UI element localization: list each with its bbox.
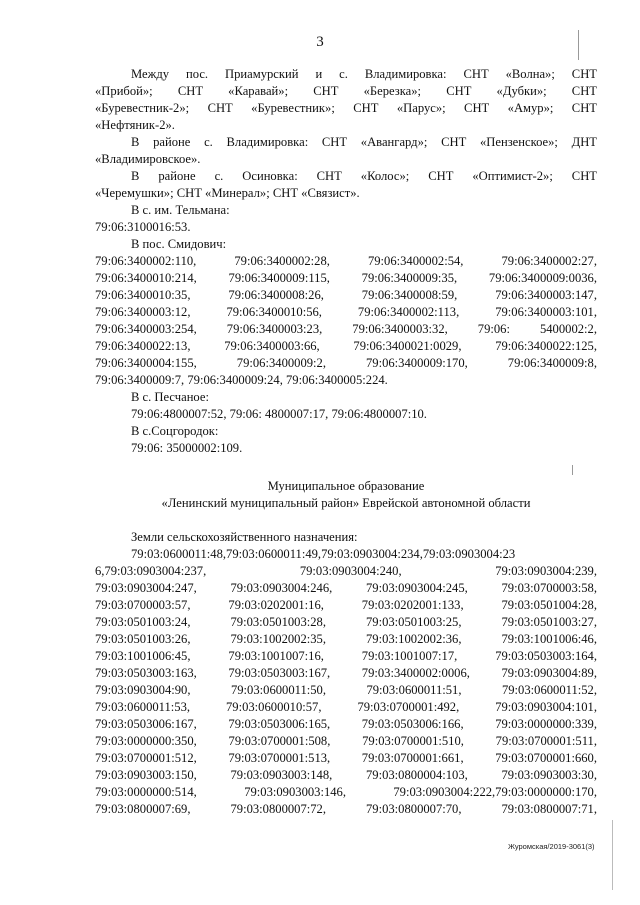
text-line: 79:06:4800007:52, 79:06: 4800007:17, 79:06:4800007:10. xyxy=(131,407,427,421)
text-line: 79:06:3400010:214, 79:06:3400009:115, 79:06:3400009:35, 79:06:3400009:0036, xyxy=(95,271,597,285)
text-line: 79:06:3400003:254, 79:06:3400003:23, 79:06:3400003:32, 79:06: 5400002:2, xyxy=(95,322,597,336)
text-line: 79:06:3400002:110, 79:06:3400002:28, 79:06:3400002:54, 79:06:3400002:27, xyxy=(95,254,597,268)
subheading: Земли сельскохозяйственного назначения: xyxy=(131,530,358,544)
text-line: 79:03:1001006:45, 79:03:1001007:16, 79:03:1001007:17, 79:03:0503003:164, xyxy=(95,649,597,663)
scan-mark xyxy=(578,30,579,60)
text-line: 79:03:0503003:163, 79:03:0503003:167, 79:03:3400002:0006, 79:03:0903004:89, xyxy=(95,666,597,680)
text-line: 79:03:0903003:150, 79:03:0903003:148, 79:03:0800004:103, 79:03:0903003:30, xyxy=(95,768,597,782)
text-line: 79:06: 35000002:109. xyxy=(131,441,243,455)
text-line: 79:03:0600011:48,79:03:0600011:49,79:03:0903004:234,79:03:0903004:23 xyxy=(131,547,516,561)
text-line: «Владимировское». xyxy=(95,152,201,166)
text-line: 79:06:3400009:7, 79:06:3400009:24, 79:06:3400005:224. xyxy=(95,373,388,387)
text-line: В районе с. Владимировка: СНТ «Авангард»; СНТ «Пензенское»; ДНТ xyxy=(131,135,597,149)
text-line: В с.Соцгородок: xyxy=(131,424,219,438)
scan-mark xyxy=(612,820,613,890)
text-line: 79:03:0700001:512, 79:03:0700001:513, 79:03:0700001:661, 79:03:0700001:660, xyxy=(95,751,597,765)
section-heading: «Ленинский муниципальный район» Еврейской автономной области xyxy=(161,496,531,510)
text-line: 79:03:0501003:24, 79:03:0501003:28, 79:03:0501003:25, 79:03:0501003:27, xyxy=(95,615,597,629)
text-line: Между пос. Приамурский и с. Владимировка: СНТ «Волна»; СНТ xyxy=(131,67,597,81)
text-line: «Черемушки»; СНТ «Минерал»; СНТ «Связист». xyxy=(95,186,360,200)
document-footer: Журомская/2019-3061(3) xyxy=(508,842,595,851)
page-number: 3 xyxy=(316,34,324,50)
text-line: 79:03:0000000:350, 79:03:0700001:508, 79:03:0700001:510, 79:03:0700001:511, xyxy=(95,734,597,748)
scan-mark xyxy=(572,465,573,475)
text-line: 79:03:0501003:26, 79:03:1002002:35, 79:03:1002002:36, 79:03:1001006:46, xyxy=(95,632,597,646)
section-heading: Муниципальное образование xyxy=(267,479,425,493)
text-line: 6,79:03:0903004:237, 79:03:0903004:240, 79:03:0903004:239, xyxy=(95,564,597,578)
text-line: 79:06:3400010:35, 79:06:3400008:26, 79:06:3400008:59, 79:06:3400003:147, xyxy=(95,288,597,302)
text-line: «Нефтяник-2». xyxy=(95,118,175,132)
text-line: «Прибой»; СНТ «Каравай»; СНТ «Березка»; СНТ «Дубки»; СНТ xyxy=(95,84,597,98)
text-line: 79:06:3400022:13, 79:06:3400003:66, 79:06:3400021:0029, 79:06:3400022:125, xyxy=(95,339,597,353)
text-line: В пос. Смидович: xyxy=(131,237,227,251)
text-line: 79:06:3100016:53. xyxy=(95,220,191,234)
text-line: В районе с. Осиновка: СНТ «Колос»; СНТ «Оптимист-2»; СНТ xyxy=(131,169,597,183)
text-line: 79:03:0000000:514, 79:03:0903003:146, 79:03:0903004:222,79:03:0000000:170, xyxy=(95,785,597,799)
text-line: 79:03:0800007:69, 79:03:0800007:72, 79:03:0800007:70, 79:03:0800007:71, xyxy=(95,802,597,816)
text-line: 79:03:0903004:247, 79:03:0903004:246, 79:03:0903004:245, 79:03:0700003:58, xyxy=(95,581,597,595)
text-line: 79:03:0903004:90, 79:03:0600011:50, 79:03:0600011:51, 79:03:0600011:52, xyxy=(95,683,597,697)
text-line: 79:03:0600011:53, 79:03:0600010:57, 79:03:0700001:492, 79:03:0903004:101, xyxy=(95,700,597,714)
text-line: 79:06:3400003:12, 79:06:3400010:56, 79:06:3400002:113, 79:06:3400003:101, xyxy=(95,305,597,319)
text-line: 79:03:0700003:57, 79:03:0202001:16, 79:03:0202001:133, 79:03:0501004:28, xyxy=(95,598,597,612)
text-line: В с. Песчаное: xyxy=(131,390,209,404)
text-line: 79:03:0503006:167, 79:03:0503006:165, 79:03:0503006:166, 79:03:0000000:339, xyxy=(95,717,597,731)
text-line: «Буревестник-2»; СНТ «Буревестник»; СНТ «Парус»; СНТ «Амур»; СНТ xyxy=(95,101,597,115)
text-line: В с. им. Тельмана: xyxy=(131,203,230,217)
text-line: 79:06:3400004:155, 79:06:3400009:2, 79:06:3400009:170, 79:06:3400009:8, xyxy=(95,356,597,370)
